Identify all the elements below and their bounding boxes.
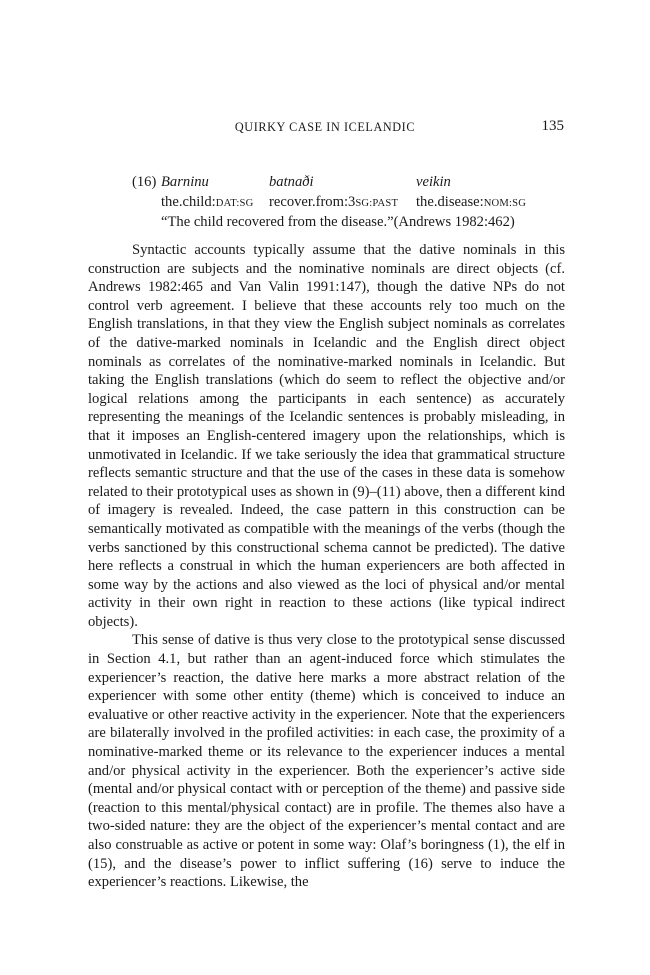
gloss-2-base: recover.from:3 [269, 194, 356, 210]
body-text [88, 241, 565, 892]
example-word-2: batnaði [269, 174, 314, 190]
example-gloss-1 [161, 192, 253, 214]
gloss-3-base: the.disease: [416, 194, 484, 210]
gloss-3-features: NOM:SG [483, 198, 527, 209]
gloss-2-features: SG:PAST [355, 198, 399, 209]
example-translation: “The child recovered from the disease.”(Andrews 1982:462) [161, 214, 515, 230]
example-word-3: veikin [416, 174, 451, 190]
example-gloss-3 [416, 192, 526, 214]
example-number: (16) [132, 174, 157, 190]
example-gloss-2 [269, 192, 398, 214]
gloss-1-base: the.child: [161, 194, 216, 210]
page-number: 135 [541, 118, 564, 134]
page-header [88, 116, 562, 138]
gloss-1-features: DAT:SG [215, 198, 254, 209]
paragraph-2: This sense of dative is thus very close to the prototypical sense discussed in Section 4.1, but rather than an agent-induced force which stimulates the experiencer’s reaction, the dative here marks a more abstract relation of the experiencer with some other entity (theme) which is conceived to induce an evaluative or other reactive activity in the experiencer. Note that the experiencers are bilaterally involved in the profiled activities: in each case, the proximity of a nominative-marked theme or its relevance to the experiencer induces a mental and/or physical activity in the experiencer. Both the experiencer’s active side (mental and/or physical contact with or perception of the theme) and passive side (reaction to this mental/physical contact) are in profile. The themes also have a two-sided nature: they are the object of the experiencer’s mental contact and are also construable as active or potent in some way: Olaf’s boringness (1), the elf in (15), and the disease’s power to inflict suffering (16) serve to induce the experiencer’s reactions. Likewise, the [88, 632, 565, 891]
paragraph-1: Syntactic accounts typically assume that the dative nominals in this construction are subjects and the nominative nominals are direct objects (cf. Andrews 1982:465 and Van Valin 1991:147), though the dative NPs do not control verb agreement. I believe that these accounts rely too much on the English translations, in that they view the English subject nominals as correlates of the dative-marked nominals in Icelandic and the English direct object nominals as correlates of the nominative-marked nominals in Icelandic. But taking the English translations (which do seem to reflect the objective and/or logical relations among the participants in each sentence) as accurately representing the meanings of the Icelandic sentences is probably misleading, in that it imposes an English-centered imagery upon the relationships, which is unmotivated in Icelandic. If we take seriously the idea that grammatical structure reflects semantic structure and that the use of the cases in these data is somehow related to their prototypical uses as shown in (9)–(11) above, then a different kind of imagery is revealed. Indeed, the case pattern in this construction can be semantically motivated as compatible with the meanings of the verbs (though the verbs sanctioned by this constructional schema cannot be predicted). The dative here reflects a construal in which the human experiencers are both affected in some way by the actions and also viewed as the loci of physical and/or mental activity in their own right in reaction to these actions (like typical indirect objects). [88, 242, 565, 630]
example-word-1: Barninu [161, 174, 209, 190]
running-title: QUIRKY CASE IN ICELANDIC [234, 120, 416, 134]
